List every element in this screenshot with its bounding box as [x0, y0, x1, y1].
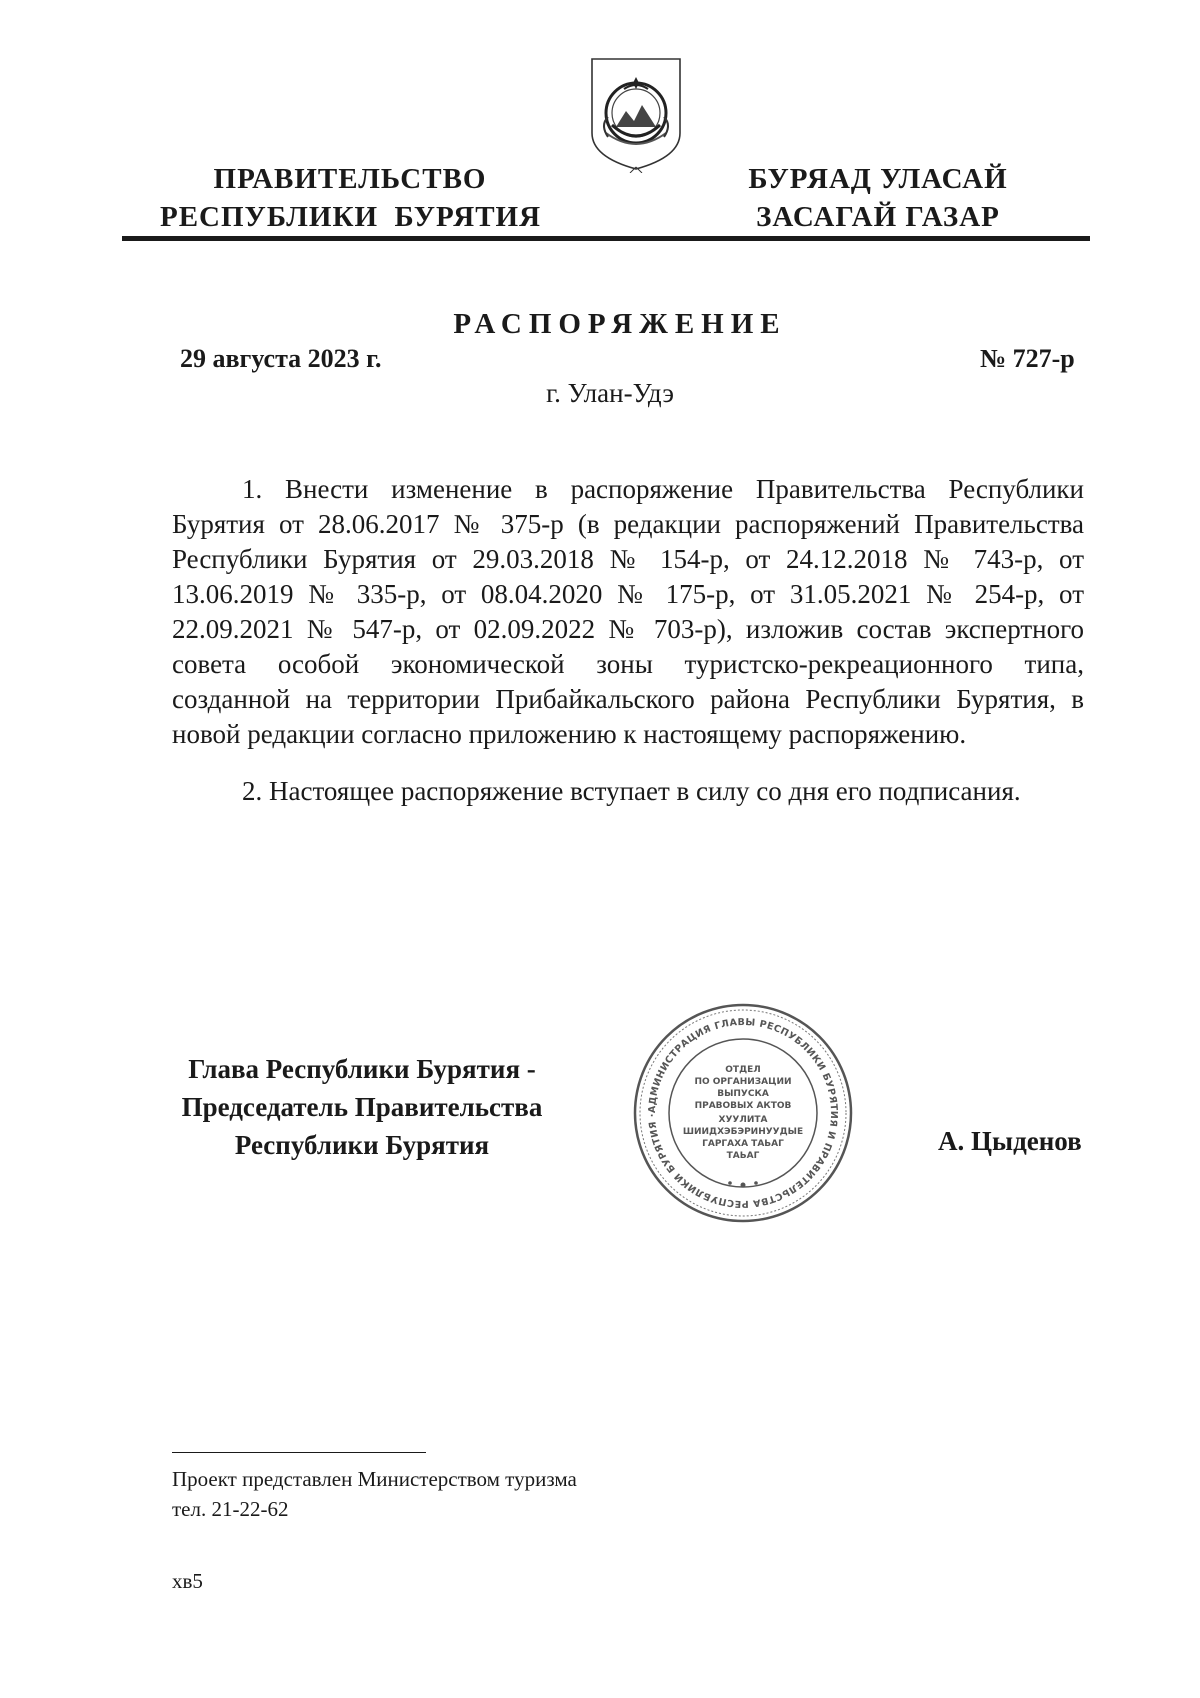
issuer-line-1: ПРАВИТЕЛЬСТВО [213, 163, 487, 195]
body-paragraph-1: 1. Внести изменение в распоряжение Правительства Республики Бурятия от 28.06.2017 № 375-р (в редакции распоряжений Правительства Республики Бурятия от 29.03.2018 № 154-р, от 24.12.2018 № 743-р, от 13.06.2019 № 335-р, от 08.04.2020 № 175-р, от 31.05.2021 № 254-р, от 22.09.2021 № 547-р, от 02.09.2022 № 703-р), изложив состав экспертного совета особой экономической зоны туристско-рекреационного типа, созданной на территории Прибайкальского района Республики Бурятия, в новой редакции согласно приложению к настоящему распоряжению. [172, 474, 1084, 749]
seal-line: ШИИДХЭБЭРИНУУДЫЕ [682, 1127, 804, 1137]
footer-project-note: Проект представлен Министерством туризма [172, 1467, 577, 1491]
coat-of-arms-icon [586, 55, 686, 173]
issuer-buryat-line-1: БУРЯАД УЛАСАЙ [748, 163, 1008, 195]
seal-line: ВЫПУСКА [717, 1089, 769, 1099]
signatory-title [150, 1050, 574, 1164]
signatory-title-line-1: Глава Республики Бурятия - [188, 1054, 536, 1084]
seal-line: ПО ОРГАНИЗАЦИИ [694, 1077, 792, 1087]
issuer-name-russian [160, 160, 540, 236]
seal-line: ХУУЛИТА [718, 1115, 768, 1125]
official-seal-icon [630, 1000, 856, 1226]
body-paragraph-2: 2. Настоящее распоряжение вступает в силу со дня его подписания. [242, 776, 1021, 806]
seal-line: ПРАВОВЫХ АКТОВ [694, 1101, 792, 1111]
seal-line: ТАЬАГ [726, 1151, 760, 1161]
issuer-name-buryat [728, 160, 1028, 236]
document-number: № 727-р [980, 344, 1075, 373]
document-city: г. Улан-Удэ [546, 378, 674, 408]
signatory-title-line-2: Председатель Правительства [181, 1092, 543, 1122]
seal-line: ГАРГАХА ТАЬАГ [702, 1139, 784, 1149]
issuer-line-2: РЕСПУБЛИКИ БУРЯТИЯ [160, 201, 542, 233]
document-date: 29 августа 2023 г. [180, 344, 382, 373]
document-type: РАСПОРЯЖЕНИЕ [453, 308, 787, 340]
footer-code: хв5 [172, 1569, 203, 1593]
signatory-name: А. Цыденов [938, 1126, 1082, 1156]
seal-line: ОТДЕЛ [725, 1065, 761, 1075]
header-divider [122, 236, 1090, 241]
seal-outer-text: АДМИНИСТРАЦИЯ ГЛАВЫ РЕСПУБЛИКИ БУРЯТИЯ И ПРАВИТЕЛЬСТВА РЕСПУБЛИКИ БУРЯТИЯ · [646, 1016, 840, 1210]
footer-phone: тел. 21-22-62 [172, 1497, 289, 1521]
signatory-title-line-3: Республики Бурятия [234, 1130, 490, 1160]
footer-divider [172, 1452, 426, 1453]
issuer-buryat-line-2: ЗАСАГАЙ ГАЗАР [756, 201, 1000, 233]
